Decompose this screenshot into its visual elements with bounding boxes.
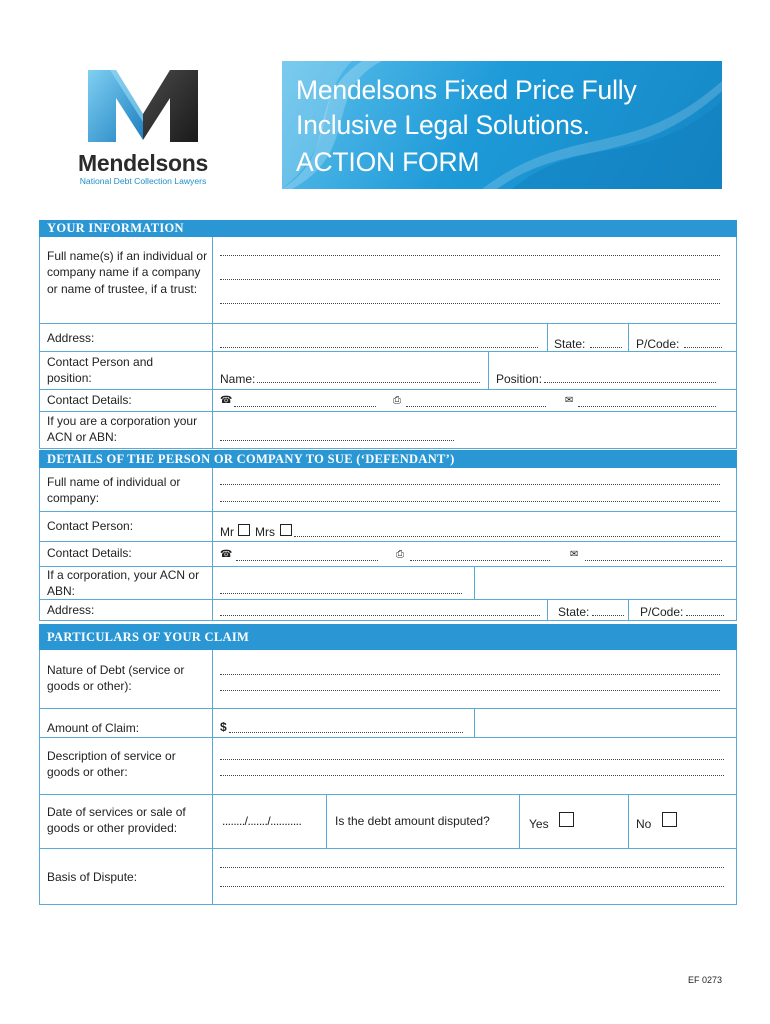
full-name-line-3[interactable]	[220, 303, 720, 304]
state-field[interactable]	[590, 347, 622, 348]
defendant-email-field[interactable]	[585, 560, 722, 561]
yes-checkbox[interactable]	[559, 812, 574, 827]
email-icon: ✉	[565, 395, 574, 406]
row-divider	[40, 794, 736, 795]
your-information-heading: YOUR INFORMATION	[39, 220, 737, 237]
column-divider	[547, 599, 548, 621]
contact-position-field[interactable]	[544, 382, 716, 383]
column-divider	[628, 599, 629, 621]
mr-checkbox[interactable]	[238, 524, 250, 536]
banner-title-line3: ACTION FORM	[296, 147, 480, 177]
basis-of-dispute-line-2[interactable]	[220, 886, 724, 887]
fax-icon: ⎙	[393, 395, 401, 406]
address-label: Address:	[47, 331, 95, 345]
position-label: Position:	[496, 372, 543, 386]
mr-label: Mr	[220, 525, 234, 539]
mendelsons-logo	[62, 62, 224, 192]
column-divider	[628, 794, 629, 848]
defendant-contact-details-label: Contact Details:	[47, 546, 132, 560]
defendant-contact-person-label: Contact Person:	[47, 519, 134, 533]
contact-person-label: Contact Person and position:	[47, 355, 154, 386]
date-field[interactable]: ......../......./...........	[222, 814, 302, 828]
brand-name: Mendelsons	[78, 150, 208, 176]
column-divider	[474, 708, 475, 737]
defendant-postcode-label: P/Code:	[640, 605, 684, 619]
row-divider	[40, 411, 736, 412]
defendant-acn-field[interactable]	[220, 593, 462, 594]
disputed-question: Is the debt amount disputed?	[335, 814, 490, 828]
defendant-contact-person-field[interactable]	[294, 536, 720, 537]
basis-of-dispute-label: Basis of Dispute:	[47, 870, 138, 884]
no-checkbox[interactable]	[662, 812, 677, 827]
column-divider	[488, 351, 489, 389]
row-divider	[40, 511, 736, 512]
column-divider	[547, 323, 548, 351]
amount-currency: $	[220, 720, 227, 734]
row-divider	[40, 323, 736, 324]
postcode-field[interactable]	[684, 347, 722, 348]
defendant-state-label: State:	[558, 605, 590, 619]
contact-name-field[interactable]	[257, 382, 480, 383]
contact-details-label: Contact Details:	[47, 393, 132, 407]
basis-of-dispute-line-1[interactable]	[220, 867, 724, 868]
phone-icon: ☎	[220, 549, 233, 560]
defendant-address-field[interactable]	[220, 615, 540, 616]
address-field[interactable]	[220, 347, 538, 348]
banner-title-line2: Inclusive Legal Solutions.	[296, 110, 590, 140]
column-divider	[628, 323, 629, 351]
claim-heading: PARTICULARS OF YOUR CLAIM	[39, 624, 737, 650]
column-divider	[519, 794, 520, 848]
full-name-line-1[interactable]	[220, 255, 720, 256]
description-label: Description of service or goods or other:	[47, 749, 176, 780]
description-line-2[interactable]	[220, 775, 724, 776]
mrs-label: Mrs	[255, 525, 275, 539]
yes-label: Yes	[529, 817, 549, 831]
acn-field[interactable]	[220, 440, 454, 441]
amount-field[interactable]	[229, 732, 463, 733]
row-divider	[40, 737, 736, 738]
no-label: No	[636, 817, 652, 831]
email-field[interactable]	[578, 406, 716, 407]
amount-label: Amount of Claim:	[47, 721, 140, 735]
form-code: EF 0273	[688, 975, 723, 985]
column-divider	[212, 237, 213, 449]
row-divider	[40, 351, 736, 352]
mrs-checkbox[interactable]	[280, 524, 292, 536]
brand-tagline: National Debt Collection Lawyers	[79, 176, 207, 186]
full-name-label: Full name(s) if an individual or company name if a company or name of trustee, if a trust:	[47, 249, 208, 296]
postcode-label: P/Code:	[636, 337, 680, 351]
nature-of-debt-line-2[interactable]	[220, 690, 720, 691]
nature-of-debt-label: Nature of Debt (service or goods or other):	[47, 663, 185, 694]
description-line-1[interactable]	[220, 759, 724, 760]
phone-icon: ☎	[220, 395, 233, 406]
defendant-heading: DETAILS OF THE PERSON OR COMPANY TO SUE (‘DEFENDANT’)	[39, 450, 737, 468]
acn-label: If you are a corporation your ACN or ABN:	[47, 414, 198, 445]
fax-field[interactable]	[406, 406, 546, 407]
state-label: State:	[554, 337, 586, 351]
date-of-service-label: Date of services or sale of goods or other provided:	[47, 805, 186, 836]
column-divider	[474, 566, 475, 599]
nature-of-debt-line-1[interactable]	[220, 674, 720, 675]
defendant-phone-field[interactable]	[236, 560, 378, 561]
column-divider	[212, 650, 213, 905]
row-divider	[40, 389, 736, 390]
email-icon: ✉	[570, 549, 579, 560]
column-divider	[326, 794, 327, 848]
row-divider	[40, 541, 736, 542]
row-divider	[40, 848, 736, 849]
defendant-name-line-1[interactable]	[220, 484, 720, 485]
phone-field[interactable]	[234, 406, 376, 407]
m-logo-icon	[80, 62, 206, 148]
defendant-postcode-field[interactable]	[686, 615, 724, 616]
name-label: Name:	[220, 372, 256, 386]
defendant-fax-field[interactable]	[410, 560, 550, 561]
defendant-acn-label: If a corporation, your ACN or ABN:	[47, 568, 200, 599]
full-name-line-2[interactable]	[220, 279, 720, 280]
title-banner	[282, 61, 722, 189]
defendant-state-field[interactable]	[592, 615, 624, 616]
defendant-name-label: Full name of individual or company:	[47, 475, 181, 506]
fax-icon: ⎙	[396, 549, 404, 560]
defendant-name-line-2[interactable]	[220, 501, 720, 502]
row-divider	[40, 708, 736, 709]
defendant-address-label: Address:	[47, 603, 95, 617]
banner-title-line1: Mendelsons Fixed Price Fully	[296, 75, 637, 105]
